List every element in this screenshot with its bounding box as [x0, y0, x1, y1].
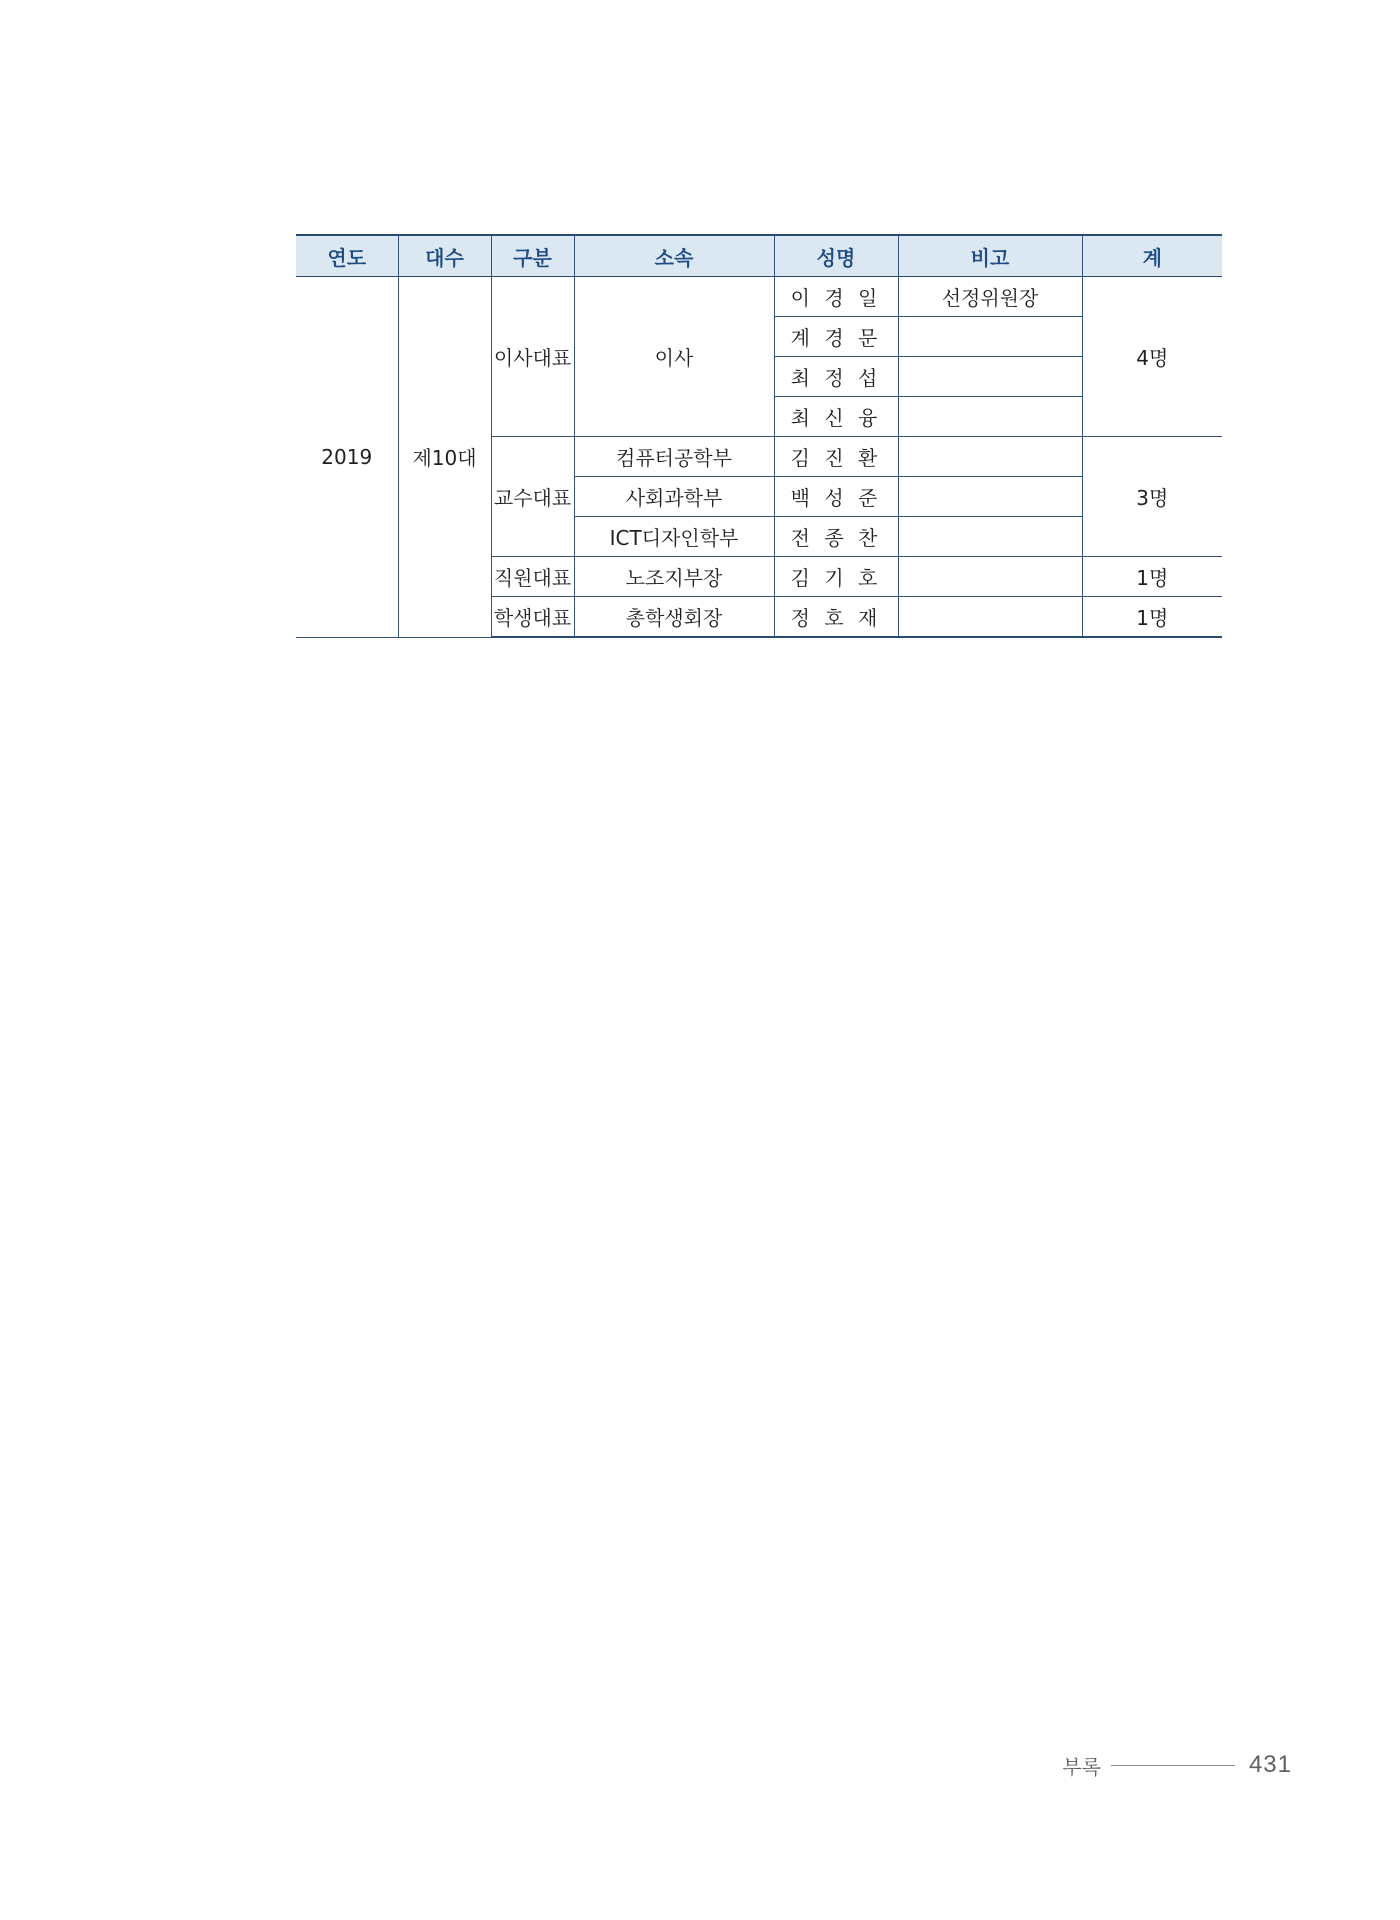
affiliation-cell: 이사: [574, 277, 774, 437]
name-cell: 이 경 일: [774, 277, 898, 317]
page-number: 431: [1248, 1751, 1292, 1778]
generation-cell: 제10대: [398, 277, 491, 638]
total-cell: 4명: [1082, 277, 1222, 437]
affiliation-cell: ICT디자인학부: [574, 517, 774, 557]
note-cell: [898, 397, 1082, 437]
year-cell: 2019: [296, 277, 398, 638]
name-cell: 계 경 문: [774, 317, 898, 357]
footer-divider: [1111, 1765, 1235, 1766]
note-cell: [898, 357, 1082, 397]
committee-members-table: [296, 234, 1222, 638]
name-cell: 정 호 재: [774, 597, 898, 638]
note-cell: [898, 317, 1082, 357]
name-cell: 최 정 섭: [774, 357, 898, 397]
page-footer: [1062, 1748, 1292, 1782]
header-affiliation: 소속: [574, 235, 774, 277]
name-cell: 백 성 준: [774, 477, 898, 517]
note-cell: [898, 477, 1082, 517]
header-generation: 대수: [398, 235, 491, 277]
total-cell: 1명: [1082, 597, 1222, 638]
name-cell: 최 신 융: [774, 397, 898, 437]
total-cell: 1명: [1082, 557, 1222, 597]
note-cell: [898, 557, 1082, 597]
header-division: 구분: [491, 235, 574, 277]
note-cell: 선정위원장: [898, 277, 1082, 317]
footer-section-label: 부록: [1062, 1754, 1101, 1779]
affiliation-cell: 컴퓨터공학부: [574, 437, 774, 477]
affiliation-cell: 사회과학부: [574, 477, 774, 517]
division-cell: 직원대표: [491, 557, 574, 597]
note-cell: [898, 517, 1082, 557]
division-cell: 학생대표: [491, 597, 574, 638]
table-header-row: [296, 235, 1222, 277]
name-cell: 김 진 환: [774, 437, 898, 477]
note-cell: [898, 597, 1082, 638]
note-cell: [898, 437, 1082, 477]
total-cell: 3명: [1082, 437, 1222, 557]
name-cell: 전 종 찬: [774, 517, 898, 557]
division-cell: 교수대표: [491, 437, 574, 557]
header-note: 비고: [898, 235, 1082, 277]
division-cell: 이사대표: [491, 277, 574, 437]
table-row: [296, 277, 1222, 317]
header-total: 계: [1082, 235, 1222, 277]
header-year: 연도: [296, 235, 398, 277]
header-name: 성명: [774, 235, 898, 277]
affiliation-cell: 총학생회장: [574, 597, 774, 638]
name-cell: 김 기 호: [774, 557, 898, 597]
affiliation-cell: 노조지부장: [574, 557, 774, 597]
